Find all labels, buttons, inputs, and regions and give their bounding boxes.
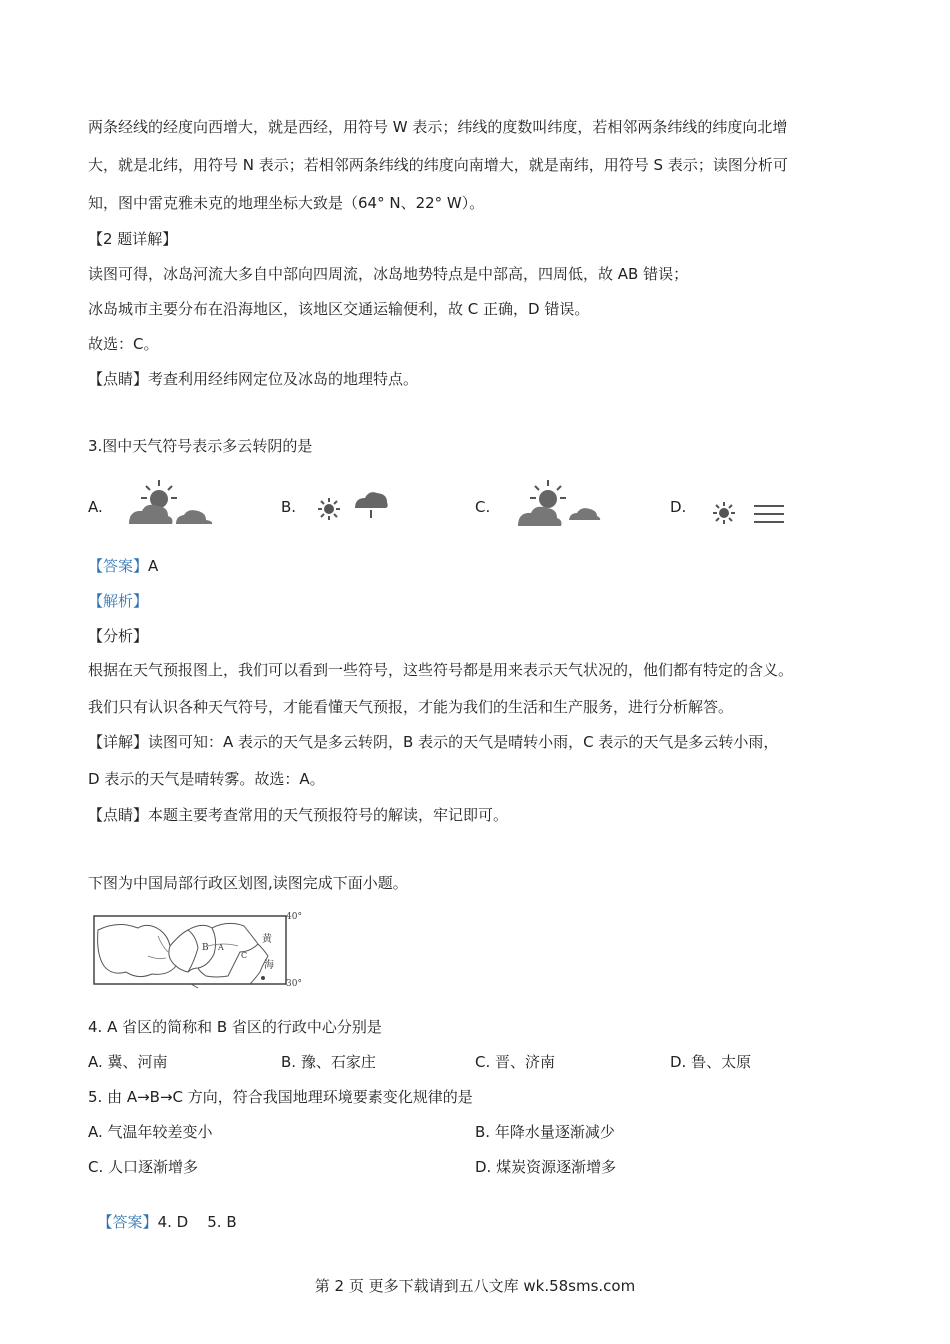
sunny-to-light-rain-icon: [315, 488, 395, 528]
sea-label-1: 黄: [262, 934, 272, 945]
q5-option-a: A. 气温年较差变小: [88, 1123, 213, 1141]
fenxi-heading: 【分析】: [88, 627, 149, 645]
q5-option-c: C. 人口逐渐增多: [88, 1158, 199, 1176]
map-label-b: B: [202, 943, 209, 953]
q4-option-c: C. 晋、济南: [475, 1053, 556, 1071]
q2-line-3: 故选：C。: [88, 335, 159, 353]
q4-option-a: A. 冀、河南: [88, 1053, 168, 1071]
answer-tag: 【答案】: [88, 557, 149, 575]
q5-question: 5. 由 A→B→C 方向，符合我国地理环境要素变化规律的是: [88, 1088, 473, 1106]
province-map: [88, 906, 318, 992]
sea-label-2: 海: [264, 960, 274, 971]
answer45-tag: 【答案】: [97, 1213, 158, 1231]
q2-line-1: 读图可得，冰岛河流大多自中部向四周流，冰岛地势特点是中部高，四周低，故 AB 错误；: [88, 265, 689, 283]
answer-value: A: [148, 557, 159, 575]
map-label-c: C: [241, 951, 248, 960]
map-label-a: A: [218, 943, 224, 952]
q4-option-b: B. 豫、石家庄: [281, 1053, 376, 1071]
map-intro: 下图为中国局部行政区划图,读图完成下面小题。: [88, 874, 408, 892]
partly-cloudy-to-overcast-icon: [126, 478, 216, 528]
q2-dianjing: 【点睛】考查利用经纬网定位及冰岛的地理特点。: [88, 370, 419, 388]
q3-body-1: 根据在天气预报图上，我们可以看到一些符号，这些符号都是用来表示天气状况的，他们都有特定的含义。: [88, 661, 794, 679]
partly-cloudy-to-light-rain-icon: [515, 478, 605, 528]
q5-option-d: D. 煤炭资源逐渐增多: [475, 1158, 617, 1176]
q3-option-d-letter: D.: [670, 498, 687, 516]
analysis-tag: 【解析】: [88, 592, 149, 610]
explanation-line-1: 两条经线的经度向西增大，就是西经，用符号 W 表示；纬线的度数叫纬度，若相邻两条纬线的纬度向北增: [88, 118, 788, 136]
q3-body-4: D 表示的天气是晴转雾。故选：A。: [88, 770, 325, 788]
lat-top-label: 40°: [286, 912, 302, 922]
q5-option-b: B. 年降水量逐渐减少: [475, 1123, 615, 1141]
q3-answer: [88, 556, 158, 576]
lat-bottom-label: 30°: [286, 979, 302, 989]
answer45-value: 4. D 5. B: [157, 1213, 237, 1231]
q3-body-3: 【详解】读图可知：A 表示的天气是多云转阴，B 表示的天气是晴转小雨，C 表示的天气是多云转小雨，: [88, 733, 779, 751]
q3-option-b-letter: B.: [281, 498, 297, 516]
q3-option-a-letter: A.: [88, 498, 103, 516]
q45-answer: [88, 1192, 237, 1232]
q4-question: 4. A 省区的简称和 B 省区的行政中心分别是: [88, 1018, 382, 1036]
sunny-to-fog-icon: [710, 498, 790, 528]
q3-option-c-letter: C.: [475, 498, 491, 516]
explanation-line-3: 知，图中雷克雅未克的地理坐标大致是（64° N、22° W）。: [88, 194, 485, 212]
explanation-line-2: 大，就是北纬，用符号 N 表示；若相邻两条纬线的纬度向南增大，就是南纬，用符号 S 表示；读图分析可: [88, 156, 788, 174]
page-footer: 第 2 页 更多下载请到五八文库 wk.58sms.com: [314, 1277, 636, 1295]
q3-body-2: 我们只有认识各种天气符号，才能看懂天气预报，才能为我们的生活和生产服务，进行分析解答。: [88, 698, 734, 716]
q2-line-2: 冰岛城市主要分布在沿海地区，该地区交通运输便利，故 C 正确，D 错误。: [88, 300, 590, 318]
q3-dianjing: 【点睛】本题主要考查常用的天气预报符号的解读，牢记即可。: [88, 806, 509, 824]
q3-question: 3.图中天气符号表示多云转阴的是: [88, 437, 313, 455]
q4-option-d: D. 鲁、太原: [670, 1053, 752, 1071]
q2-heading: 【2 题详解】: [88, 230, 178, 248]
